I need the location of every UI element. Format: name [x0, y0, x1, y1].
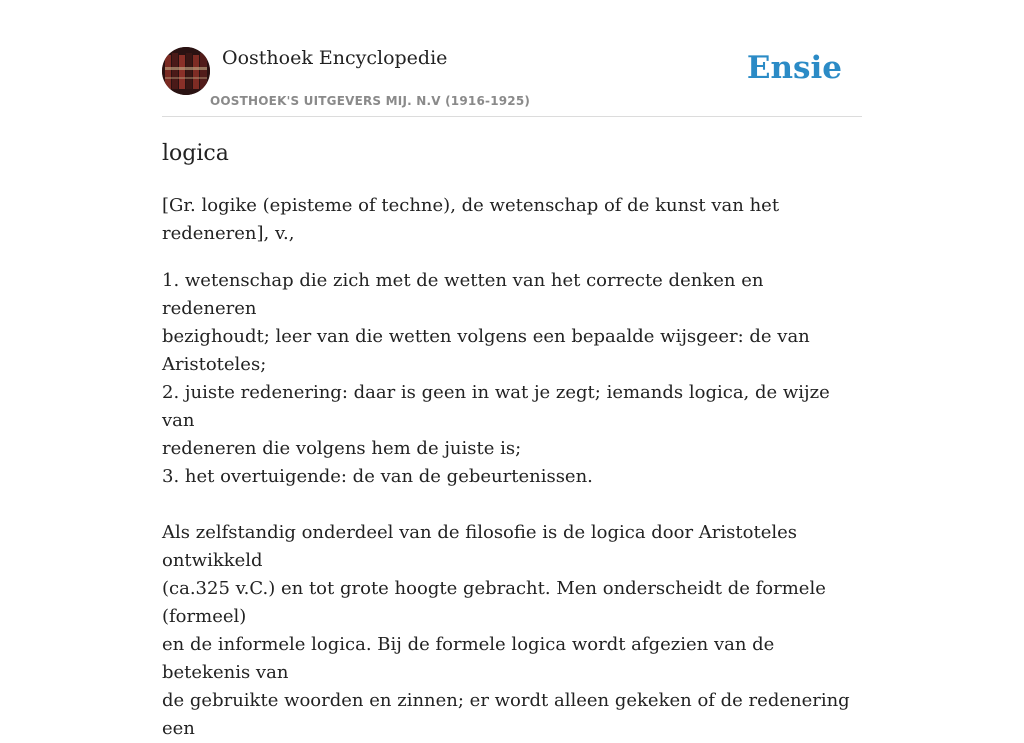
paragraph-line: (ca.325 v.C.) en tot grote hoogte gebracht. Men onderscheidt de formele (formeel): [162, 578, 826, 627]
definition-line: 3. het overtuigende: de van de gebeurtenissen.: [162, 466, 593, 487]
entry-content: [162, 192, 862, 743]
definition-line: 2. juiste redenering: daar is geen in wat je zegt; iemands logica, de wijze van: [162, 382, 830, 431]
paragraph-spacer: [162, 491, 862, 519]
source-avatar[interactable]: [162, 47, 210, 95]
paragraph-line: de gebruikte woorden en zinnen; er wordt alleen gekeken of de redenering een: [162, 690, 850, 739]
source-header: [162, 46, 862, 117]
entry-term: logica: [162, 141, 229, 166]
book-spines-icon: [162, 47, 210, 95]
definition-line: redeneren die volgens hem de juiste is;: [162, 438, 522, 459]
source-subtitle: OOSTHOEK'S UITGEVERS MIJ. N.V (1916-1925): [210, 94, 531, 108]
brand-logo[interactable]: Ensie: [746, 50, 842, 86]
paragraph-line: Als zelfstandig onderdeel van de filosofie is de logica door Aristoteles ontwikkeld: [162, 522, 798, 571]
source-title[interactable]: Oosthoek Encyclopedie: [222, 47, 448, 69]
definition-line: bezighoudt; leer van die wetten volgens een bepaalde wijsgeer: de van Aristoteles;: [162, 326, 810, 375]
definition-line: 1. wetenschap die zich met de wetten van het correcte denken en redeneren: [162, 270, 764, 319]
entry-etymology: [Gr. logike (episteme of techne), de wetenschap of de kunst van het redeneren], v.,: [162, 195, 780, 244]
paragraph-line: en de informele logica. Bij de formele logica wordt afgezien van de betekenis van: [162, 634, 775, 683]
